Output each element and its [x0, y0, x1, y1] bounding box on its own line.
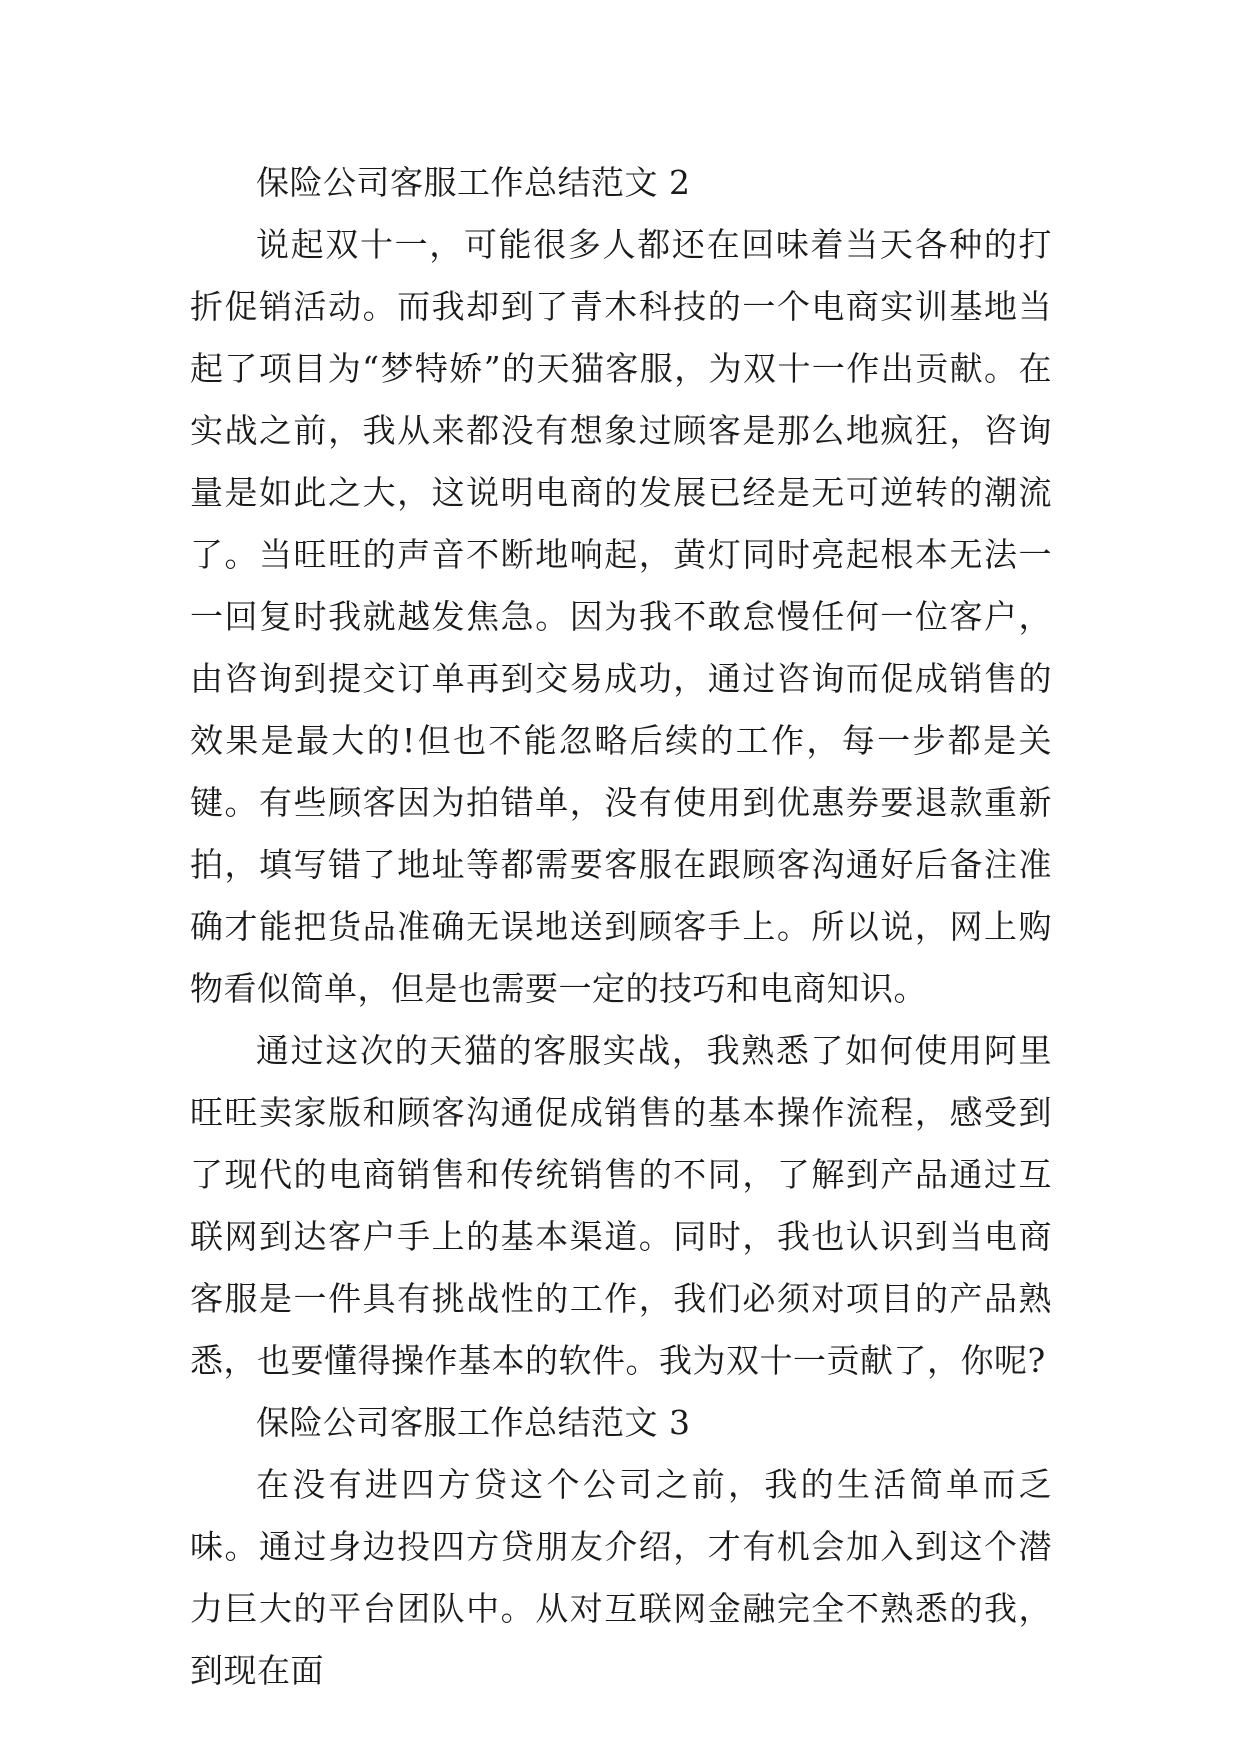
section-heading: 保险公司客服工作总结范文 2 — [256, 163, 691, 202]
document-body — [190, 152, 1052, 1702]
body-paragraph: 在没有进四方贷这个公司之前，我的生活简单而乏味。通过身边投四方贷朋友介绍，才有机会加入到这个潜力巨大的平台团队中。从对互联网金融完全不熟悉的我，到现在面 — [190, 1465, 1052, 1690]
body-paragraph: 说起双十一，可能很多人都还在回味着当天各种的打折促销活动。而我却到了青木科技的一个电商实训基地当起了项目为“梦特娇”的天猫客服，为双十一作出贡献。在实战之前，我从来都没有想象过顾客是那么地疯狂，咨询量是如此之大，这说明电商的发展已经是无可逆转的潮流了。当旺旺的声音不断地响起，黄灯同时亮起根本无法一一回复时我就越发焦急。因为我不敢怠慢任何一位客户，由咨询到提交订单再到交易成功，通过咨询而促成销售的效果是最大的!但也不能忽略后续的工作，每一步都是关键。有些顾客因为拍错单，没有使用到优惠券要退款重新拍，填写错了地址等都需要客服在跟顾客沟通好后备注准确才能把货品准确无误地送到顾客手上。所以说，网上购物看似简单，但是也需要一定的技巧和电商知识。 — [190, 225, 1052, 1008]
section-heading: 保险公司客服工作总结范文 3 — [256, 1403, 691, 1442]
body-paragraph: 通过这次的天猫的客服实战，我熟悉了如何使用阿里旺旺卖家版和顾客沟通促成销售的基本操作流程，感受到了现代的电商销售和传统销售的不同，了解到产品通过互联网到达客户手上的基本渠道。同时，我也认识到当电商客服是一件具有挑战性的工作，我们必须对项目的产品熟悉，也要懂得操作基本的软件。我为双十一贡献了，你呢? — [190, 1031, 1052, 1380]
